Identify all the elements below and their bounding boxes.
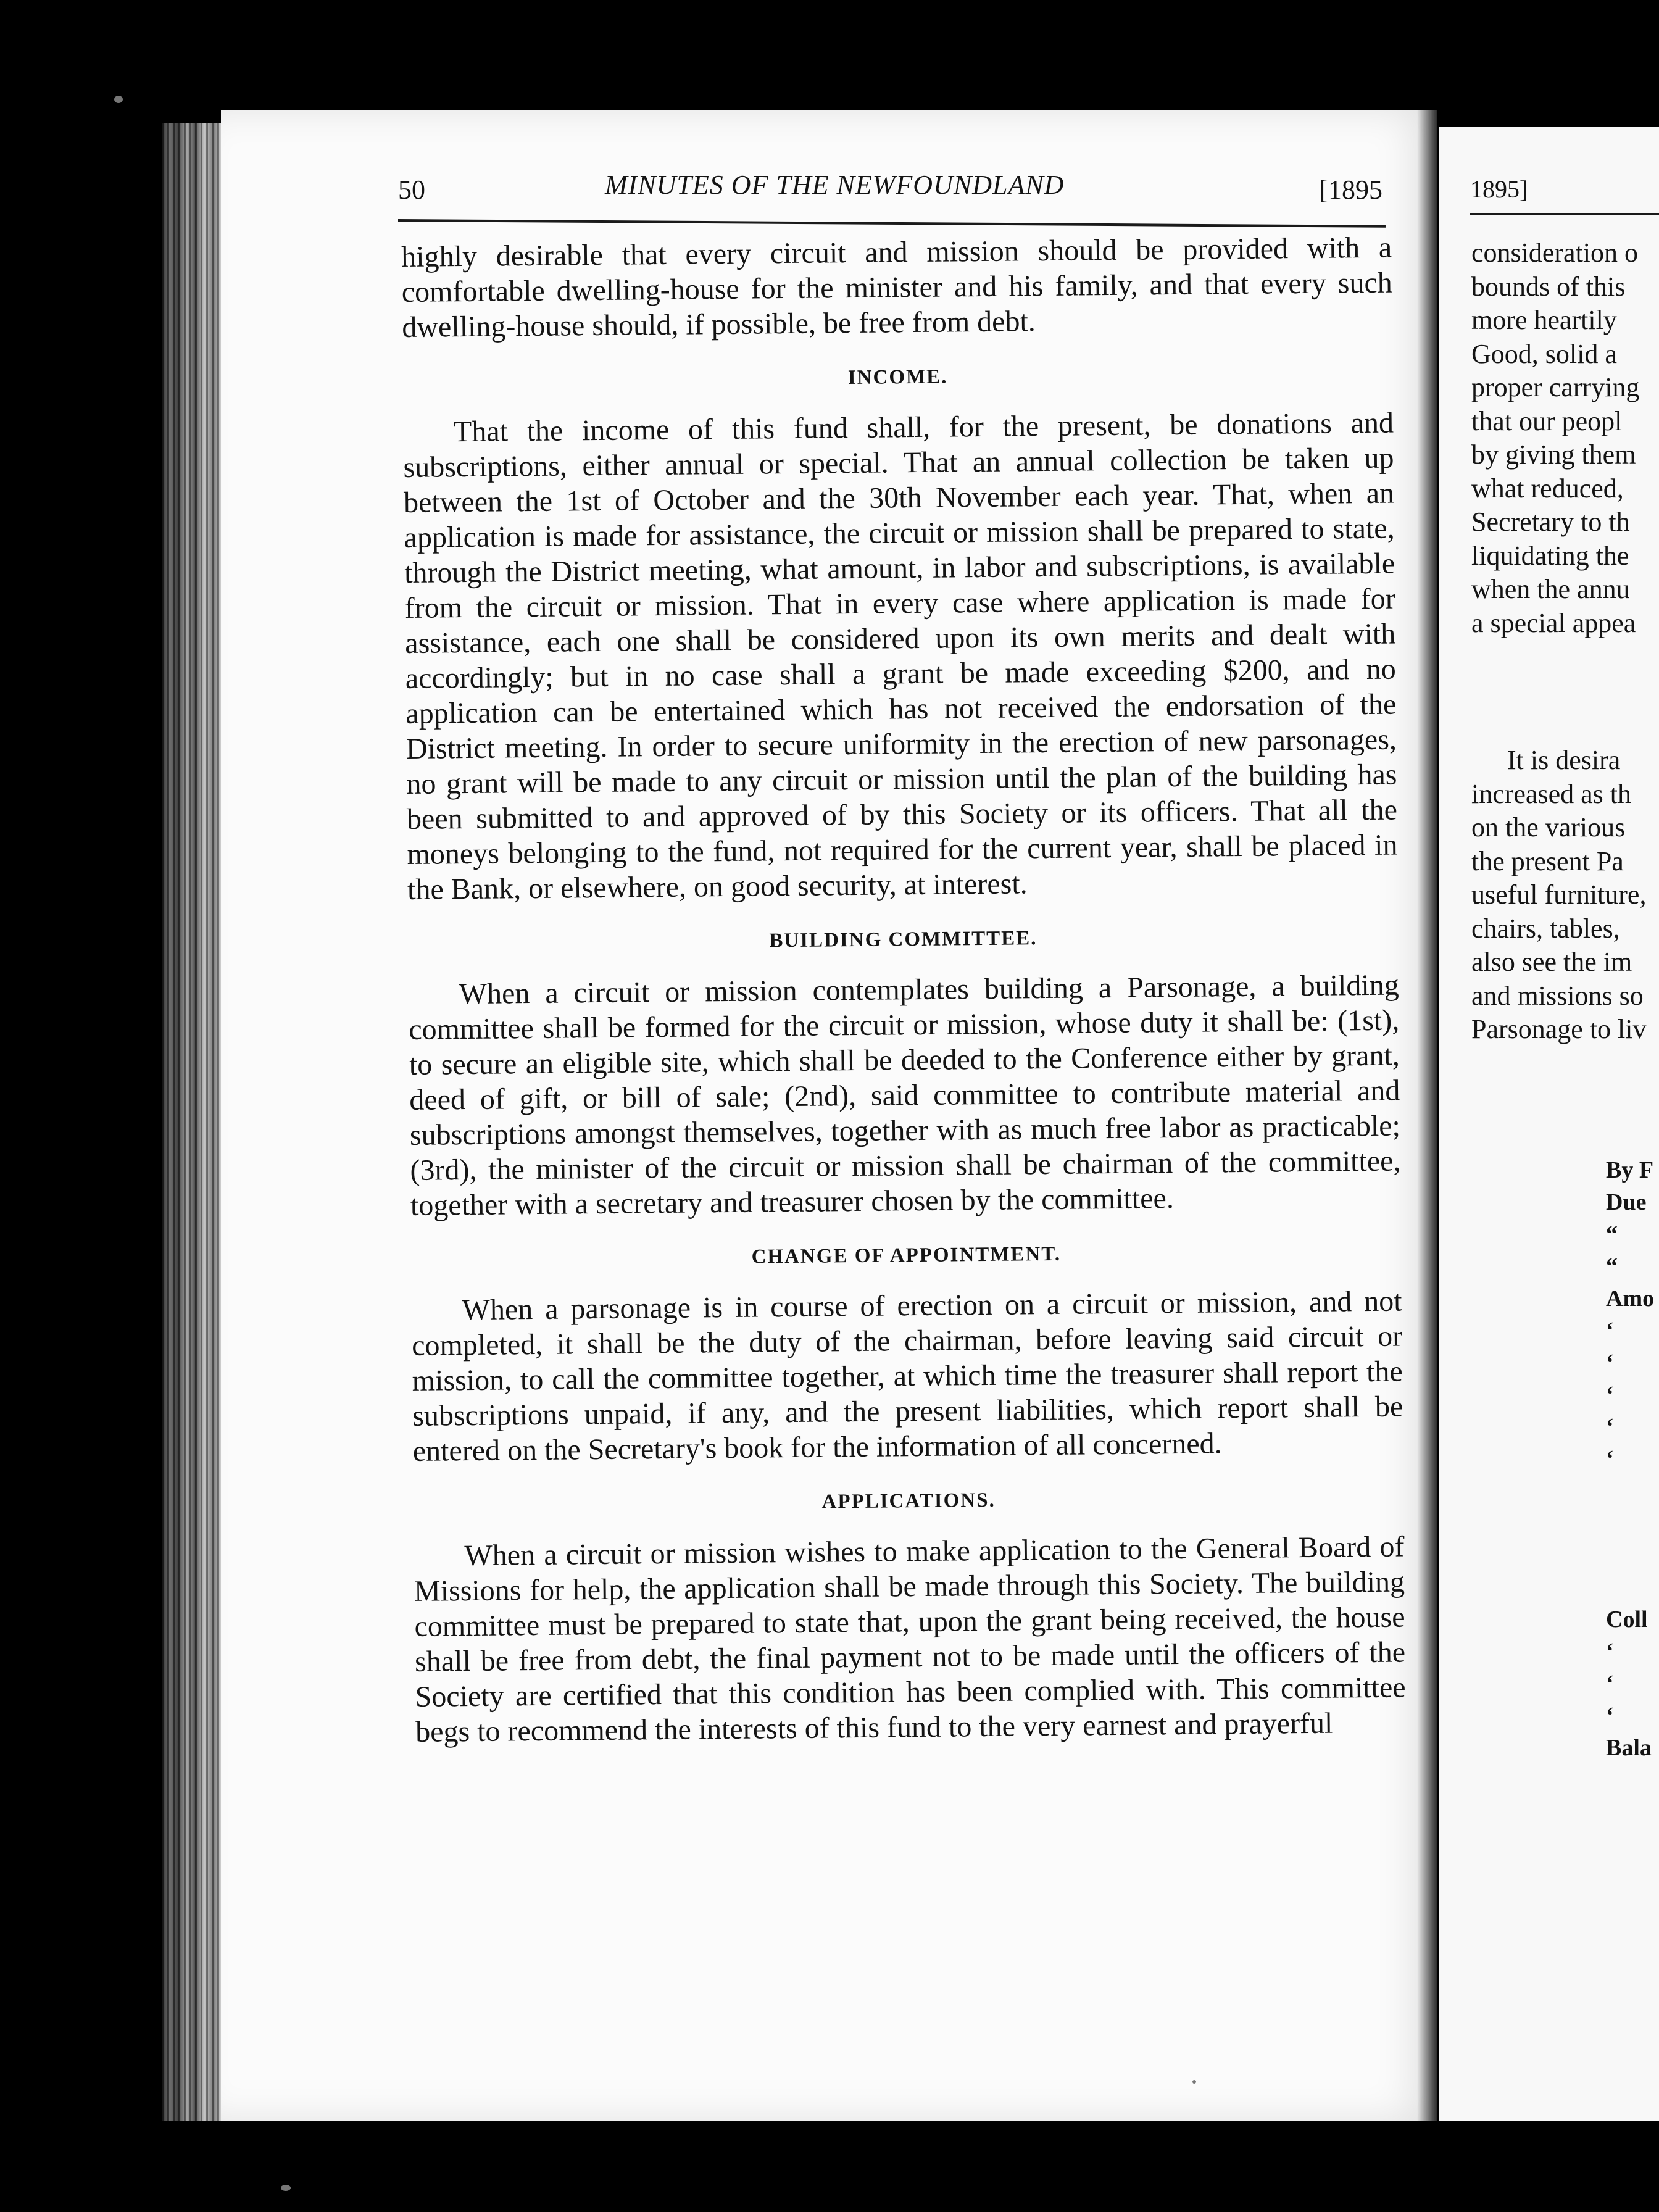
account-line: ‘ (1606, 1350, 1614, 1376)
right-page-line: bounds of this (1471, 271, 1626, 302)
right-page-line: Secretary to th (1471, 507, 1630, 537)
right-page-line: Parsonage to liv (1471, 1014, 1647, 1044)
income-paragraph: That the income of this fund shall, for the present, be donations and subscriptions, either annual or special. That an annual collection be taken up between the 1st of October and the 30th November each year. That, when an application is made for assistance, the circuit or mission shall be prepared to state, through the District meeting, what amount, in labor and subscriptions, is available from the circuit or mission. That in every case where application is made for assistance, each one shall be considered upon its own merits and dealt with accordingly; but in no case shall a grant be made exceeding $200, and no application can be entertained which has not received the endorsation of the District meeting. In order to secure uniformity in the erection of new parsonages, no grant will be made to any circuit or mission until the plan of the building has been submitted to and approved of by this Society or its officers. That all the moneys belonging to the fund, not required for the current year, shall be placed in the Bank, or elsewhere, on good security, at interest. (403, 406, 1398, 906)
account-line: ‘ (1606, 1382, 1614, 1408)
account-line: ‘ (1606, 1414, 1614, 1440)
right-page-text-mid (1471, 744, 1647, 1047)
header-year: [1895 (1319, 175, 1382, 205)
account-line: Bala (1606, 1735, 1652, 1761)
right-page-line: and missions so (1471, 980, 1644, 1011)
right-page-line: that our peopl (1471, 405, 1623, 436)
account-line: ‘ (1606, 1703, 1614, 1729)
right-page-line: consideration o (1471, 238, 1639, 268)
right-page-account-table (1606, 1154, 1654, 1764)
right-page-line: the present Pa (1471, 846, 1624, 876)
account-line: ‘ (1606, 1318, 1614, 1344)
right-page-line: by giving them (1471, 439, 1636, 470)
right-page-year: 1895] (1470, 175, 1528, 203)
intro-paragraph: highly desirable that every circuit and mission should be provided with a comfortable dwelling-house for the minister and his family, and that every such dwelling-house should, if possible, be free from debt. (401, 231, 1393, 344)
section-heading-income: INCOME. (847, 365, 948, 389)
book-page-edge (162, 123, 228, 2121)
right-page-line: proper carrying (1471, 372, 1640, 402)
right-page-line: a special appea (1471, 607, 1636, 638)
account-line: “ (1606, 1221, 1618, 1247)
right-page-text-top (1471, 236, 1639, 640)
running-head (398, 167, 1382, 210)
right-page-line: on the various (1471, 812, 1626, 842)
account-line: “ (1606, 1254, 1618, 1279)
right-page-line: also see the im (1471, 947, 1632, 977)
building-committee-paragraph: When a circuit or mission contemplates building a Parsonage, a building committee shall be formed for the circuit or mission, whose duty it shall be: (1st), to secure an eligible site, which shall be deeded to the Conference either by grant, deed of gift, or bill of sale; (2nd), said committee to contribute material and subscriptions amongst themselves, together with as much free labor as practicable; (3rd), the minister of the circuit or mission shall be chairman of the committee, together with a secretary and treasurer chosen by the committee. (409, 968, 1401, 1222)
page-number: 50 (398, 175, 425, 205)
account-line: By F (1606, 1157, 1654, 1183)
right-page-line: It is desira (1507, 745, 1621, 775)
right-page-line: more heartily (1471, 305, 1617, 335)
account-line: ‘ (1606, 1446, 1614, 1472)
right-page-line: liquidating the (1471, 540, 1629, 571)
page-title: MINUTES OF THE NEWFOUNDLAND (605, 170, 1065, 200)
account-line: Coll (1606, 1607, 1648, 1632)
applications-paragraph: When a circuit or mission wishes to make application to the General Board of Missions for help, the application shall be made through this Society. The building committee must be prepared to state that, upon the grant being received, the house shall be free from debt, the final payment not to be made until the officers of the Society are certified that this condition has been complied with. This committee begs to recommend the interests of this fund to the very earnest and prayerful (414, 1530, 1406, 1748)
change-of-appointment-paragraph: When a parsonage is in course of erection on a circuit or mission, and not completed, it shall be the duty of the chairman, before leaving said circuit or mission, to call the committee together, at which time the treasurer shall report the subscriptions unpaid, if any, and the present liabilities, which report shall be entered on the Secretary's book for the information of all concerned. (411, 1284, 1403, 1468)
dust-speck (114, 96, 123, 103)
right-page-line: increased as th (1471, 778, 1631, 809)
dust-speck (281, 2185, 291, 2191)
right-page-line: when the annu (1471, 574, 1630, 604)
right-page-line: Good, solid a (1471, 338, 1617, 369)
section-heading-building-committee: BUILDING COMMITTEE. (769, 927, 1037, 952)
account-line (1606, 1507, 1654, 1539)
right-page-line: what reduced, (1471, 473, 1624, 504)
right-page-line: useful furniture, (1471, 879, 1647, 910)
account-line (1606, 1571, 1654, 1603)
account-line (1606, 1539, 1654, 1571)
right-page-line: chairs, tables, (1471, 913, 1620, 944)
dust-speck (1192, 2080, 1196, 2084)
right-page (1439, 127, 1659, 2121)
right-header-rule (1470, 213, 1659, 215)
account-line (1606, 1475, 1654, 1507)
account-line: ‘ (1606, 1639, 1614, 1665)
section-heading-change-of-appointment: CHANGE OF APPOINTMENT. (751, 1242, 1062, 1268)
body-text (401, 230, 1406, 1750)
section-heading-applications: APPLICATIONS. (821, 1489, 996, 1513)
account-line: Due (1606, 1189, 1647, 1215)
account-line: Amo (1606, 1286, 1655, 1312)
account-line: ‘ (1606, 1671, 1614, 1697)
